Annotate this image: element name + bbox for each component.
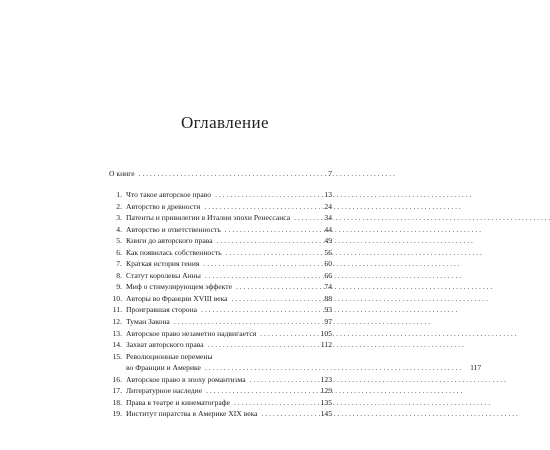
toc-entry-page: 123	[320, 374, 332, 384]
toc-entry-chapter-13[interactable]	[109, 328, 332, 340]
toc-entry-page: 105	[320, 328, 332, 338]
toc-entry-number: 3.	[116, 213, 122, 223]
toc-entry-page: 88	[324, 293, 332, 303]
dot-leader	[215, 189, 312, 201]
toc-chapter-list	[109, 189, 482, 420]
toc-entry-number: 7.	[116, 259, 122, 269]
toc-entry-label: Миф о стимулирующем эффекте	[126, 282, 232, 292]
toc-entry-number: 10.	[112, 293, 122, 303]
toc-entry-chapter-17[interactable]	[109, 385, 332, 397]
dot-leader	[174, 316, 312, 328]
toc-entry-label: Что такое авторское право	[126, 190, 212, 199]
toc-entry-page: 97	[324, 317, 332, 327]
toc-entry-label: Как появилась собственность	[126, 247, 222, 257]
dot-leader	[203, 258, 312, 270]
dot-leader	[217, 235, 312, 247]
toc-entry-page: 129	[320, 386, 332, 396]
toc-entry-chapter-14[interactable]	[109, 339, 332, 351]
toc-entry-number: 4.	[116, 224, 122, 234]
toc-entry-label: Туман Закона	[126, 317, 170, 327]
toc-entry-label: Краткая история гения	[126, 259, 200, 269]
toc-entry-chapter-11[interactable]	[109, 304, 332, 316]
toc-entry-chapter-8[interactable]	[109, 270, 332, 282]
toc-entry-page: 7	[328, 169, 332, 178]
dot-leader	[262, 408, 312, 420]
toc-entry-page: 74	[324, 282, 332, 292]
toc-entry-page: 135	[320, 397, 332, 407]
dot-leader	[201, 304, 312, 316]
toc-entry-page: 60	[324, 259, 332, 269]
toc-entry-chapter-15[interactable]	[109, 351, 482, 374]
dot-leader	[205, 201, 312, 213]
toc-entry-number: 8.	[116, 270, 122, 280]
toc-entry-chapter-5[interactable]	[109, 235, 332, 247]
toc-entry-page: 44	[324, 224, 332, 234]
toc-entry-label: Авторское право в эпоху романтизма	[126, 374, 246, 384]
toc-entry-label: Статут королевы Анны	[126, 270, 201, 280]
toc-entry-number: 16.	[112, 374, 122, 384]
toc-entry-number: 11.	[112, 305, 122, 315]
toc-entry-label: Книги до авторского права	[126, 236, 213, 246]
toc-entry-label: Патенты и привилегии в Италии эпохи Ренессанса	[126, 213, 291, 223]
toc-entry-chapter-9[interactable]	[109, 281, 332, 293]
toc-entry-label: О книге	[109, 169, 135, 178]
toc-entry-label: Авторское право незаметно надвигается	[126, 328, 257, 338]
toc-entry-chapter-16[interactable]	[109, 374, 332, 386]
toc-entry-label: Авторство и ответственность	[126, 224, 221, 234]
toc-entry-number: 6.	[116, 247, 122, 257]
toc-entry-number: 5.	[116, 236, 122, 246]
dot-leader	[250, 374, 312, 386]
toc-entry-number: 18.	[112, 397, 122, 407]
toc-entry-page: 49	[324, 236, 332, 246]
dot-leader	[232, 293, 312, 305]
toc-entry-chapter-6[interactable]	[109, 247, 332, 259]
toc-entry-number: 15.	[112, 351, 122, 361]
toc-entry-number: 17.	[112, 386, 122, 396]
toc-entry-chapter-1[interactable]	[109, 189, 332, 201]
toc-entry-label: Революционные перемены	[126, 351, 213, 361]
dot-leader	[205, 362, 461, 374]
toc-entry-label: Проигравшая сторона	[126, 305, 198, 315]
toc-entry-intro[interactable]	[109, 168, 332, 180]
dot-leader	[294, 212, 312, 224]
toc-entry-chapter-19[interactable]	[109, 408, 332, 420]
toc-entry-chapter-7[interactable]	[109, 258, 332, 270]
toc-entry-number: 1.	[116, 190, 122, 199]
toc-entry-chapter-10[interactable]	[109, 293, 332, 305]
toc-entry-page: 112	[320, 340, 332, 350]
dot-leader	[236, 281, 312, 293]
dot-leader	[205, 270, 312, 282]
toc-entry-number: 13.	[112, 328, 122, 338]
toc-entry-page: 93	[324, 305, 332, 315]
dot-leader	[260, 328, 312, 340]
toc-entry-label: Институт пиратства в Америке XIX века	[126, 409, 258, 419]
toc-entry-number: 12.	[112, 317, 122, 327]
toc-entry-chapter-3[interactable]	[109, 212, 332, 224]
dot-leader	[226, 247, 312, 259]
toc-entry-page: 24	[324, 201, 332, 211]
toc-entry-number: 9.	[116, 282, 122, 292]
toc-entry-label: Авторство в древности	[126, 201, 201, 211]
dot-leader	[139, 168, 312, 180]
toc-entry-page: 56	[324, 247, 332, 257]
toc-entry-page: 66	[324, 270, 332, 280]
toc-entry-label: Авторы во Франции XVIII века	[126, 293, 228, 303]
dot-leader	[234, 397, 312, 409]
toc-entry-page: 145	[320, 409, 332, 419]
dot-leader	[208, 339, 312, 351]
dot-leader	[206, 385, 312, 397]
toc-entry-number: 2.	[116, 201, 122, 211]
toc-entry-chapter-2[interactable]	[109, 201, 332, 213]
toc-entry-number: 19.	[112, 409, 122, 419]
toc-entry-number: 14.	[112, 340, 122, 350]
toc-entry-label: Литературное наследие	[126, 386, 203, 396]
toc-entry-label: Права в театре и кинематографе	[126, 397, 230, 407]
toc-entry-chapter-12[interactable]	[109, 316, 332, 328]
toc-entry-label: Захват авторского права	[126, 340, 204, 350]
toc-entry-chapter-4[interactable]	[109, 224, 332, 236]
toc-entry-chapter-18[interactable]	[109, 397, 332, 409]
toc-entry-page: 117	[470, 363, 482, 373]
toc-entry-label-continued: во Франции и Америке	[126, 363, 201, 373]
toc-intro	[109, 168, 332, 180]
dot-leader	[225, 224, 312, 236]
toc-title: Оглавление	[181, 113, 269, 132]
toc-entry-page: 34	[324, 213, 332, 223]
toc-entry-page: 13	[324, 190, 332, 199]
